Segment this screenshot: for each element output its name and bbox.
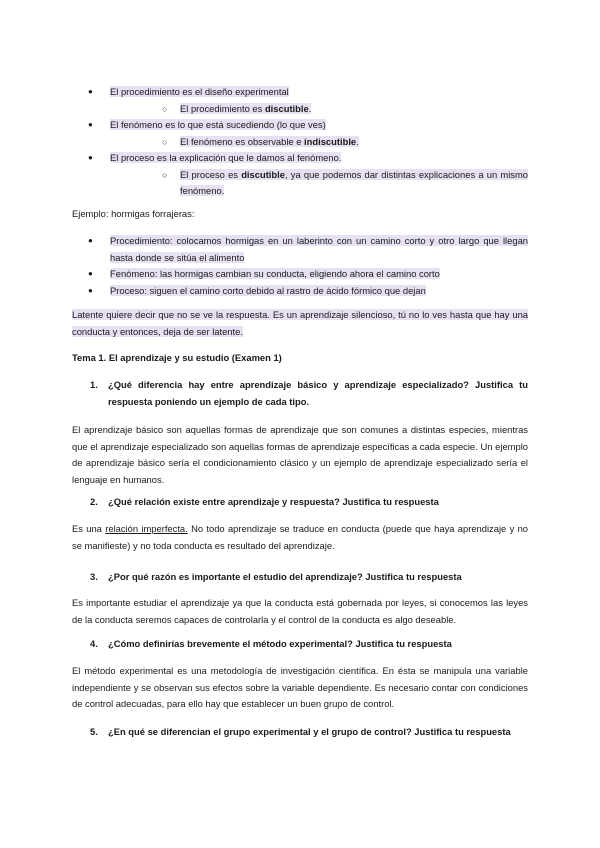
question-2	[72, 494, 528, 511]
answer-4: El método experimental es una metodología de investigación científica. En ésta se manipula una variable independiente y se observan sus efectos sobre la variable dependiente. Es necesario contar con condiciones de control adecuadas, para ello hay que establecer un buen grupo de control.	[72, 665, 528, 709]
question-text: ¿En qué se diferencian el grupo experimental y el grupo de control? Justifica tu respuesta	[108, 726, 511, 737]
question-number: 4.	[90, 638, 98, 649]
answer-text-end: No todo aprendizaje se traduce en conducta (puede que haya aprendizaje y no se manifieste) y no toda conducta es resultado del aprendizaje.	[72, 523, 529, 551]
bold-word: discutible	[264, 102, 309, 114]
list-item	[72, 84, 528, 117]
question-number: 5.	[90, 726, 98, 737]
underlined-text: relación imperfecta.	[105, 523, 188, 534]
question-text: ¿Qué diferencia hay entre aprendizaje básico y aprendizaje especializado? Justifica tu respuesta poniendo un ejemplo de cada tipo.	[108, 379, 528, 407]
question-5	[72, 724, 528, 741]
example-item-text: Proceso: siguen el camino corto debido al rastro de ácido fórmico que dejan	[110, 284, 426, 296]
example-list	[72, 233, 528, 299]
bullet-text: El proceso es la explicación que le damos al fenómeno.	[110, 152, 342, 163]
sub-list	[110, 167, 528, 200]
sub-text: El procedimiento es	[180, 102, 265, 114]
bold-word: indiscutible	[304, 135, 357, 147]
latent-text: Latente quiere decir que no se ve la respuesta. Es un aprendizaje silencioso, tú no lo ves hasta que hay una conducta y entonces, deja de ser latente.	[72, 309, 528, 337]
answer-2	[72, 521, 528, 554]
sub-text-end: .	[308, 102, 312, 114]
question-text: ¿Qué relación existe entre aprendizaje y respuesta? Justifica tu respuesta	[108, 496, 439, 507]
sub-list	[110, 101, 528, 118]
answer-text: Es una	[72, 523, 106, 534]
topic-heading: Tema 1. El aprendizaje y su estudio (Examen 1)	[72, 352, 282, 363]
list-item	[72, 266, 528, 283]
question-text: ¿Cómo definirías brevemente el método experimental? Justifica tu respuesta	[108, 638, 452, 649]
bullet-text: El procedimiento es el diseño experimental	[110, 86, 289, 97]
bullet-text: El fenómeno es lo que está sucediendo (lo que ves)	[110, 119, 326, 130]
example-title: Ejemplo: hormigas forrajeras:	[72, 208, 195, 219]
list-item	[146, 167, 528, 200]
sub-list	[110, 134, 528, 151]
sub-text-end: , ya que podemos dar distintas explicaciones a un mismo fenómeno.	[180, 168, 528, 196]
question-number: 1.	[90, 379, 98, 390]
question-1	[72, 377, 528, 410]
sub-text: El fenómeno es observable e	[180, 135, 305, 147]
concepts-list	[72, 84, 528, 200]
list-item	[146, 134, 528, 151]
sub-text: El proceso es	[180, 168, 242, 180]
sub-text-end: .	[356, 135, 359, 147]
example-item-text: Procedimiento: colocamos hormigas en un laberinto con un camino corto y otro largo que llegan hasta donde se sitúa el alimento	[110, 235, 528, 263]
list-item	[146, 101, 528, 118]
bold-word: discutible	[241, 168, 285, 180]
list-item	[72, 283, 528, 300]
list-item	[72, 117, 528, 150]
question-text: ¿Por qué razón es importante el estudio del aprendizaje? Justifica tu respuesta	[108, 571, 462, 582]
question-number: 2.	[90, 496, 98, 507]
question-number: 3.	[90, 571, 98, 582]
list-item	[72, 233, 528, 266]
example-item-text: Fenómeno: las hormigas cambian su conducta, eligiendo ahora el camino corto	[110, 268, 440, 279]
latent-paragraph	[72, 307, 528, 340]
answer-3: Es importante estudiar el aprendizaje ya que la conducta está gobernada por leyes, si conocemos las leyes de la conducta seremos capaces de controlarla y el control de la conducta es algo deseable.	[72, 597, 528, 625]
list-item	[72, 150, 528, 200]
question-3	[72, 569, 528, 586]
question-4	[72, 636, 528, 653]
answer-1: El aprendizaje básico son aquellas formas de aprendizaje que son comunes a distintas especies, mientras que el aprendizaje especializado son aquellas formas de aprendizaje específicas a cada especie. Un ejemplo de aprendizaje básico sería el condicionamiento clásico y un ejemplo de aprendizaje especializado sería el lenguaje en humanos.	[72, 424, 528, 485]
